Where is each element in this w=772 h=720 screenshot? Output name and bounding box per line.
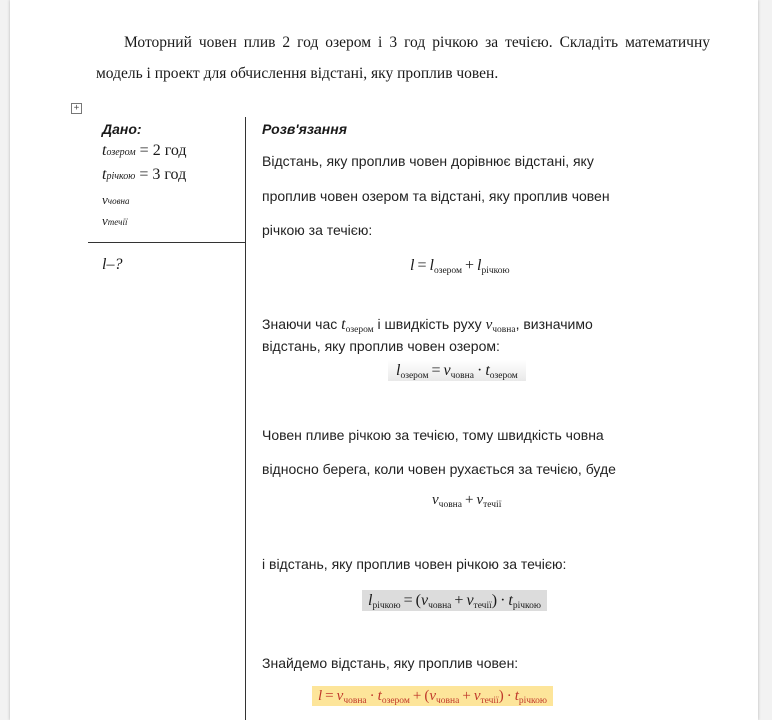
table-move-handle-icon[interactable]: + [71,103,82,114]
solution-p1-line1: Відстань, яку проплив човен дорівнює відстані, яку [262,153,594,169]
document-page [10,0,758,720]
solution-p3-line2: відносно берега, коли човен рухається за течією, буде [262,461,616,477]
formula-river-speed: $v_{човна} + v_{течії}$ [432,492,502,510]
given-t-lake: tозером = 2 год [102,142,187,159]
solution-p4: і відстань, яку проплив човен річкою за течією: [262,556,567,572]
given-v-current: vтечії [102,213,128,228]
solution-p1-line2: проплив човен озером та відстані, яку проплив човен [262,188,610,204]
given-t-river: tрічкою = 3 год [102,166,187,183]
problem-statement: Моторний човен плив 2 год озером і 3 год річкою за течією. Складіть математичну модель і проект для обчислення відстані, яку проплив човен. [96,34,710,82]
given-v-boat: vчовна [102,192,130,207]
find-l: l–? [102,256,123,273]
solution-p5: Знайдемо відстань, яку проплив човен: [262,655,519,671]
formula-river-distance: $l_{річкою} = (v_{човна} + v_{течії}) \cdot t_{річкою}$ [362,592,547,611]
formula-final-distance: $l = v_{човна} \cdot t_{озером} + (v_{човна} + v_{течії}) \cdot t_{річкою}$ [312,688,553,706]
solution-p1-line3: річкою за течією: [262,222,373,238]
table-vertical-border [245,117,246,720]
formula-lake-distance: $l_{озером} = v_{човна} \cdot t_{озером}$ [388,362,526,381]
solution-p2-line1: Знаючи час $t_{озером}$ і швидкість руху $v_{човна}$, визначимо [262,316,593,335]
solution-p3-line1: Човен пливе річкою за течією, тому швидкість човна [262,427,604,443]
solution-title: Розв'язання [262,121,347,137]
given-title: Дано: [102,121,142,137]
formula-total-distance: $l = l_{озером} + l_{річкою}$ [410,257,510,276]
given-divider [88,242,246,243]
solution-p2-line2: відстань, яку проплив човен озером: [262,338,500,354]
